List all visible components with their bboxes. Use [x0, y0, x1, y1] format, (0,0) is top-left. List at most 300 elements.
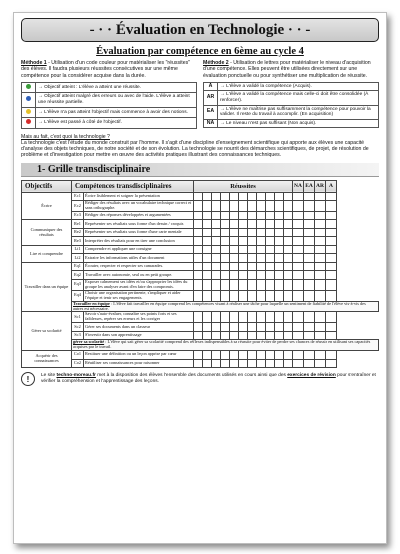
success-cell[interactable] — [230, 262, 239, 271]
success-cell[interactable] — [212, 228, 221, 237]
level-cell[interactable] — [326, 211, 337, 220]
success-cell[interactable] — [239, 237, 248, 246]
success-cell[interactable] — [284, 192, 293, 201]
level-cell[interactable] — [315, 312, 326, 323]
success-cell[interactable] — [203, 228, 212, 237]
success-cell[interactable] — [230, 254, 239, 263]
level-cell[interactable] — [293, 312, 304, 323]
success-cell[interactable] — [230, 228, 239, 237]
success-cell[interactable] — [275, 323, 284, 332]
success-cell[interactable] — [212, 323, 221, 332]
level-cell[interactable] — [315, 211, 326, 220]
footer-pre: Le site — [41, 373, 57, 379]
level-cell[interactable] — [326, 359, 337, 368]
level-cell[interactable] — [326, 220, 337, 229]
level-cell[interactable] — [326, 290, 337, 301]
success-cell[interactable] — [275, 312, 284, 323]
letter-code: NA — [204, 119, 218, 128]
letter-legend-text: → L'élève a validé la compétence (Acquis). — [218, 82, 379, 91]
success-cell[interactable] — [275, 290, 284, 301]
success-cell[interactable] — [212, 312, 221, 323]
success-cell[interactable] — [221, 237, 230, 246]
level-cell[interactable] — [326, 254, 337, 263]
success-cell[interactable] — [203, 279, 212, 290]
success-cell[interactable] — [221, 359, 230, 368]
page-subtitle: Évaluation par compétence en 6ème au cycle 4 — [96, 46, 304, 57]
letter-legend-text: → Le niveau n'est pas suffisant (Non acquis). — [218, 119, 379, 128]
success-cell[interactable] — [248, 245, 257, 254]
level-cell[interactable] — [293, 254, 304, 263]
success-cell[interactable] — [194, 211, 203, 220]
success-cell[interactable] — [203, 211, 212, 220]
success-cell[interactable] — [275, 220, 284, 229]
success-cell[interactable] — [221, 262, 230, 271]
success-cell[interactable] — [194, 279, 203, 290]
success-cell[interactable] — [257, 351, 266, 360]
success-cell[interactable] — [194, 192, 203, 201]
success-cell[interactable] — [212, 211, 221, 220]
level-cell[interactable] — [293, 228, 304, 237]
success-cell[interactable] — [239, 351, 248, 360]
success-cell[interactable] — [257, 271, 266, 280]
success-cell[interactable] — [248, 271, 257, 280]
competency-code: Eq3 — [72, 279, 84, 290]
level-cell[interactable] — [326, 351, 337, 360]
success-cell[interactable] — [257, 290, 266, 301]
level-cell[interactable] — [315, 290, 326, 301]
competency-text: S'investir dans son apprentissage — [84, 331, 194, 340]
grid-note-label: gérer sa scolarité — [73, 339, 105, 345]
success-cell[interactable] — [284, 290, 293, 301]
success-cell[interactable] — [203, 237, 212, 246]
success-cell[interactable] — [248, 211, 257, 220]
success-cell[interactable] — [239, 254, 248, 263]
success-cell[interactable] — [248, 290, 257, 301]
exclamation-icon: ! — [21, 372, 35, 386]
success-cell[interactable] — [221, 290, 230, 301]
success-cell[interactable] — [194, 359, 203, 368]
success-cell[interactable] — [230, 271, 239, 280]
grid-row — [22, 290, 379, 301]
level-cell[interactable] — [326, 279, 337, 290]
level-cell[interactable] — [304, 323, 315, 332]
success-cell[interactable] — [230, 323, 239, 332]
success-cell[interactable] — [203, 323, 212, 332]
grid-row — [22, 262, 379, 271]
success-cell[interactable] — [194, 262, 203, 271]
success-cell[interactable] — [239, 192, 248, 201]
success-cell[interactable] — [194, 245, 203, 254]
success-cell[interactable] — [194, 323, 203, 332]
letter-code: A — [204, 82, 218, 91]
level-cell[interactable] — [315, 279, 326, 290]
level-cell[interactable] — [304, 211, 315, 220]
color-dot-cell — [22, 107, 36, 118]
success-cell[interactable] — [194, 254, 203, 263]
success-cell[interactable] — [203, 262, 212, 271]
level-cell[interactable] — [315, 254, 326, 263]
success-cell[interactable] — [230, 237, 239, 246]
level-cell[interactable] — [293, 262, 304, 271]
grid-row — [22, 254, 379, 263]
success-cell[interactable] — [212, 192, 221, 201]
competency-code: Sc1 — [72, 312, 84, 323]
success-cell[interactable] — [257, 279, 266, 290]
success-cell[interactable] — [230, 279, 239, 290]
success-cell[interactable] — [221, 201, 230, 212]
level-cell[interactable] — [304, 290, 315, 301]
success-cell[interactable] — [239, 211, 248, 220]
level-cell[interactable] — [315, 228, 326, 237]
grid-row — [22, 245, 379, 254]
success-cell[interactable] — [221, 220, 230, 229]
method-2-text: - Utilisation de lettres pour matérialiser le niveau d'acquisition d'une compétence. Elles peuvent être utilisées directement sur une évaluation ponctuelle ou pour synthétiser une multiplication de réussite. — [203, 60, 371, 79]
success-cell[interactable] — [257, 211, 266, 220]
success-cell[interactable] — [275, 271, 284, 280]
success-cell[interactable] — [266, 228, 275, 237]
level-cell[interactable] — [304, 279, 315, 290]
success-cell[interactable] — [257, 254, 266, 263]
success-cell[interactable] — [239, 220, 248, 229]
success-cell[interactable] — [221, 271, 230, 280]
success-cell[interactable] — [230, 201, 239, 212]
level-cell[interactable] — [304, 351, 315, 360]
grid-note: gérer sa scolarité : L'élève qui sait gérer sa scolarité comprend des réflexes indispensables à sa réussite pour éviter de perdre ses chances de réussir en utilisant ses capacités acquises par le travail. — [72, 340, 379, 351]
level-cell[interactable] — [293, 237, 304, 246]
success-cell[interactable] — [212, 201, 221, 212]
success-cell[interactable] — [248, 201, 257, 212]
page-title-text: - · · Évaluation en Technologie · · - — [89, 21, 311, 38]
color-dot-icon — [26, 84, 31, 89]
success-cell[interactable] — [212, 271, 221, 280]
success-cell[interactable] — [284, 254, 293, 263]
success-cell[interactable] — [284, 245, 293, 254]
level-cell[interactable] — [326, 271, 337, 280]
level-cell[interactable] — [304, 245, 315, 254]
success-cell[interactable] — [257, 228, 266, 237]
success-cell[interactable] — [230, 351, 239, 360]
success-cell[interactable] — [230, 312, 239, 323]
level-cell[interactable] — [326, 262, 337, 271]
level-cell[interactable] — [315, 201, 326, 212]
competency-code: Eq4 — [72, 290, 84, 301]
competency-text: Comprendre et appliquer une consigne — [84, 245, 194, 254]
success-cell[interactable] — [257, 237, 266, 246]
success-cell[interactable] — [248, 359, 257, 368]
success-cell[interactable] — [239, 279, 248, 290]
level-cell[interactable] — [315, 262, 326, 271]
success-cell[interactable] — [275, 211, 284, 220]
level-cell[interactable] — [293, 359, 304, 368]
success-cell[interactable] — [239, 262, 248, 271]
success-cell[interactable] — [203, 245, 212, 254]
success-cell[interactable] — [212, 290, 221, 301]
success-cell[interactable] — [266, 271, 275, 280]
competency-text: Représenter ses résultats sous forme d'une carte mentale — [84, 228, 194, 237]
success-cell[interactable] — [239, 290, 248, 301]
level-cell[interactable] — [293, 220, 304, 229]
success-cell[interactable] — [275, 279, 284, 290]
level-cell[interactable] — [315, 359, 326, 368]
competency-code: Re3 — [72, 237, 84, 246]
success-cell[interactable] — [275, 237, 284, 246]
success-cell[interactable] — [203, 290, 212, 301]
success-cell[interactable] — [194, 201, 203, 212]
success-cell[interactable] — [284, 351, 293, 360]
success-cell[interactable] — [284, 279, 293, 290]
level-cell[interactable] — [304, 254, 315, 263]
page-title — [21, 18, 379, 42]
level-cell[interactable] — [304, 237, 315, 246]
success-cell[interactable] — [203, 351, 212, 360]
level-cell[interactable] — [326, 312, 337, 323]
success-cell[interactable] — [239, 228, 248, 237]
success-cell[interactable] — [248, 237, 257, 246]
grid-note-row — [22, 340, 379, 351]
objective-label: Travailler dans un équipe — [22, 262, 72, 311]
success-cell[interactable] — [266, 201, 275, 212]
success-cell[interactable] — [266, 245, 275, 254]
success-cell[interactable] — [203, 254, 212, 263]
success-cell[interactable] — [284, 312, 293, 323]
level-cell[interactable] — [315, 192, 326, 201]
success-cell[interactable] — [257, 192, 266, 201]
success-cell[interactable] — [248, 220, 257, 229]
success-cell[interactable] — [212, 351, 221, 360]
letter-legend-text: → L'élève ne maîtrise pas suffisamment la compétence pour pouvoir la valider. Il reste du travail à accomplir. (En acquisition) — [218, 105, 379, 119]
success-cell[interactable] — [194, 290, 203, 301]
success-cell[interactable] — [266, 211, 275, 220]
competency-grid — [21, 180, 379, 368]
success-cell[interactable] — [203, 220, 212, 229]
level-cell[interactable] — [326, 245, 337, 254]
success-cell[interactable] — [203, 359, 212, 368]
level-cell[interactable] — [304, 192, 315, 201]
success-cell[interactable] — [284, 211, 293, 220]
level-cell[interactable] — [293, 192, 304, 201]
success-cell[interactable] — [266, 312, 275, 323]
success-cell[interactable] — [221, 192, 230, 201]
method-2-label: Méthode 2 — [203, 60, 229, 66]
color-dot-icon — [26, 109, 31, 114]
success-cell[interactable] — [194, 351, 203, 360]
letter-legend-row — [204, 105, 379, 119]
level-cell[interactable] — [315, 323, 326, 332]
success-cell[interactable] — [266, 262, 275, 271]
level-cell[interactable] — [293, 201, 304, 212]
level-cell[interactable] — [326, 192, 337, 201]
level-cell[interactable] — [315, 271, 326, 280]
grid-note-text: L'élève qui sait gérer sa scolarité comprend des réflexes indispensables à sa réussite pour éviter de perdre ses chances de réussir en utilisant ses capacités acquises par le travail. — [73, 339, 371, 350]
grid-note-text: L'élève fait travailler en équipe comprend les compétences visant à réaliser une tâche pour laquelle un sentiment de fiabilité de l'élève vis-à-vis des autres est nécessaire. — [73, 300, 366, 311]
success-cell[interactable] — [212, 237, 221, 246]
competency-code: Eq1 — [72, 262, 84, 271]
color-dot-cell — [22, 93, 36, 107]
success-cell[interactable] — [203, 192, 212, 201]
success-cell[interactable] — [257, 323, 266, 332]
success-cell[interactable] — [275, 245, 284, 254]
level-cell[interactable] — [304, 359, 315, 368]
success-cell[interactable] — [212, 279, 221, 290]
competency-code: Ec1 — [72, 192, 84, 201]
success-cell[interactable] — [239, 323, 248, 332]
success-cell[interactable] — [221, 211, 230, 220]
success-cell[interactable] — [221, 279, 230, 290]
success-cell[interactable] — [212, 245, 221, 254]
success-cell[interactable] — [239, 201, 248, 212]
footer-site-link[interactable]: techno-moreau.fr — [56, 373, 96, 379]
success-cell[interactable] — [257, 245, 266, 254]
level-cell[interactable] — [326, 201, 337, 212]
success-cell[interactable] — [284, 228, 293, 237]
success-cell[interactable] — [275, 228, 284, 237]
level-cell[interactable] — [304, 312, 315, 323]
level-cell[interactable] — [326, 228, 337, 237]
success-cell[interactable] — [284, 201, 293, 212]
success-cell[interactable] — [248, 192, 257, 201]
success-cell[interactable] — [275, 351, 284, 360]
success-cell[interactable] — [194, 228, 203, 237]
success-cell[interactable] — [284, 237, 293, 246]
success-cell[interactable] — [266, 192, 275, 201]
level-cell[interactable] — [304, 201, 315, 212]
method-2 — [203, 60, 379, 129]
level-cell[interactable] — [304, 271, 315, 280]
methods-section — [21, 60, 379, 129]
footer-text — [41, 373, 379, 385]
success-cell[interactable] — [203, 271, 212, 280]
success-cell[interactable] — [266, 254, 275, 263]
success-cell[interactable] — [221, 254, 230, 263]
success-cell[interactable] — [266, 351, 275, 360]
letter-legend-row — [204, 91, 379, 105]
grid-row — [22, 271, 379, 280]
level-cell[interactable] — [304, 262, 315, 271]
success-cell[interactable] — [248, 312, 257, 323]
success-cell[interactable] — [194, 312, 203, 323]
success-cell[interactable] — [221, 312, 230, 323]
success-cell[interactable] — [230, 290, 239, 301]
level-cell[interactable] — [315, 245, 326, 254]
success-cell[interactable] — [203, 201, 212, 212]
grid-row — [22, 359, 379, 368]
success-cell[interactable] — [248, 254, 257, 263]
level-cell[interactable] — [326, 323, 337, 332]
success-cell[interactable] — [239, 271, 248, 280]
color-dot-cell — [22, 118, 36, 129]
level-cell[interactable] — [293, 245, 304, 254]
success-cell[interactable] — [230, 220, 239, 229]
competency-text: Savoir s'auto-évaluer, connaître ses points forts et ses faiblesses, repérer ses erreurs et les corriger — [84, 312, 194, 323]
success-cell[interactable] — [230, 245, 239, 254]
success-cell[interactable] — [266, 290, 275, 301]
success-cell[interactable] — [275, 192, 284, 201]
level-cell[interactable] — [315, 220, 326, 229]
success-cell[interactable] — [257, 262, 266, 271]
success-cell[interactable] — [284, 271, 293, 280]
success-cell[interactable] — [239, 245, 248, 254]
success-cell[interactable] — [266, 220, 275, 229]
success-cell[interactable] — [230, 211, 239, 220]
letter-code: EA — [204, 105, 218, 119]
competency-text: Interpréter des résultats pour en tirer une conclusion — [84, 237, 194, 246]
color-dot-icon — [26, 119, 31, 124]
success-cell[interactable] — [275, 201, 284, 212]
success-cell[interactable] — [230, 192, 239, 201]
objective-label: Écrire — [22, 192, 72, 220]
color-legend — [21, 82, 197, 129]
success-cell[interactable] — [248, 323, 257, 332]
success-cell[interactable] — [239, 312, 248, 323]
level-cell[interactable] — [304, 220, 315, 229]
success-cell[interactable] — [266, 359, 275, 368]
success-cell[interactable] — [212, 262, 221, 271]
competency-code: Sc2 — [72, 323, 84, 332]
success-cell[interactable] — [221, 228, 230, 237]
level-cell[interactable] — [293, 279, 304, 290]
success-cell[interactable] — [275, 359, 284, 368]
level-cell[interactable] — [315, 237, 326, 246]
success-cell[interactable] — [221, 351, 230, 360]
competency-text: Représenter ses résultats sous forme d'un dessin / croquis — [84, 220, 194, 229]
level-cell[interactable] — [315, 351, 326, 360]
success-cell[interactable] — [266, 323, 275, 332]
success-cell[interactable] — [248, 351, 257, 360]
success-cell[interactable] — [257, 359, 266, 368]
success-cell[interactable] — [284, 359, 293, 368]
success-cell[interactable] — [239, 359, 248, 368]
success-cell[interactable] — [230, 359, 239, 368]
grid-row — [22, 312, 379, 323]
success-cell[interactable] — [221, 323, 230, 332]
success-cell[interactable] — [248, 262, 257, 271]
success-cell[interactable] — [203, 312, 212, 323]
level-cell[interactable] — [293, 290, 304, 301]
level-cell[interactable] — [293, 211, 304, 220]
success-cell[interactable] — [248, 228, 257, 237]
success-cell[interactable] — [266, 237, 275, 246]
competency-code: Co2 — [72, 359, 84, 368]
level-cell[interactable] — [326, 237, 337, 246]
competency-code: Li2 — [72, 254, 84, 263]
success-cell[interactable] — [248, 279, 257, 290]
success-cell[interactable] — [212, 359, 221, 368]
success-cell[interactable] — [212, 254, 221, 263]
level-cell[interactable] — [293, 351, 304, 360]
success-cell[interactable] — [257, 220, 266, 229]
success-cell[interactable] — [194, 237, 203, 246]
success-cell[interactable] — [194, 220, 203, 229]
level-cell[interactable] — [293, 323, 304, 332]
level-cell[interactable] — [293, 271, 304, 280]
success-cell[interactable] — [257, 201, 266, 212]
header-objectifs: Objectifs — [22, 180, 72, 192]
competency-code: Ec3 — [72, 211, 84, 220]
success-cell[interactable] — [212, 220, 221, 229]
success-cell[interactable] — [284, 262, 293, 271]
document-page — [13, 12, 387, 544]
level-cell[interactable] — [304, 228, 315, 237]
success-cell[interactable] — [266, 279, 275, 290]
success-cell[interactable] — [275, 262, 284, 271]
success-cell[interactable] — [284, 220, 293, 229]
success-cell[interactable] — [284, 323, 293, 332]
success-cell[interactable] — [257, 312, 266, 323]
success-cell[interactable] — [275, 254, 284, 263]
success-cell[interactable] — [221, 245, 230, 254]
letter-legend-row — [204, 119, 379, 128]
success-cell[interactable] — [194, 271, 203, 280]
